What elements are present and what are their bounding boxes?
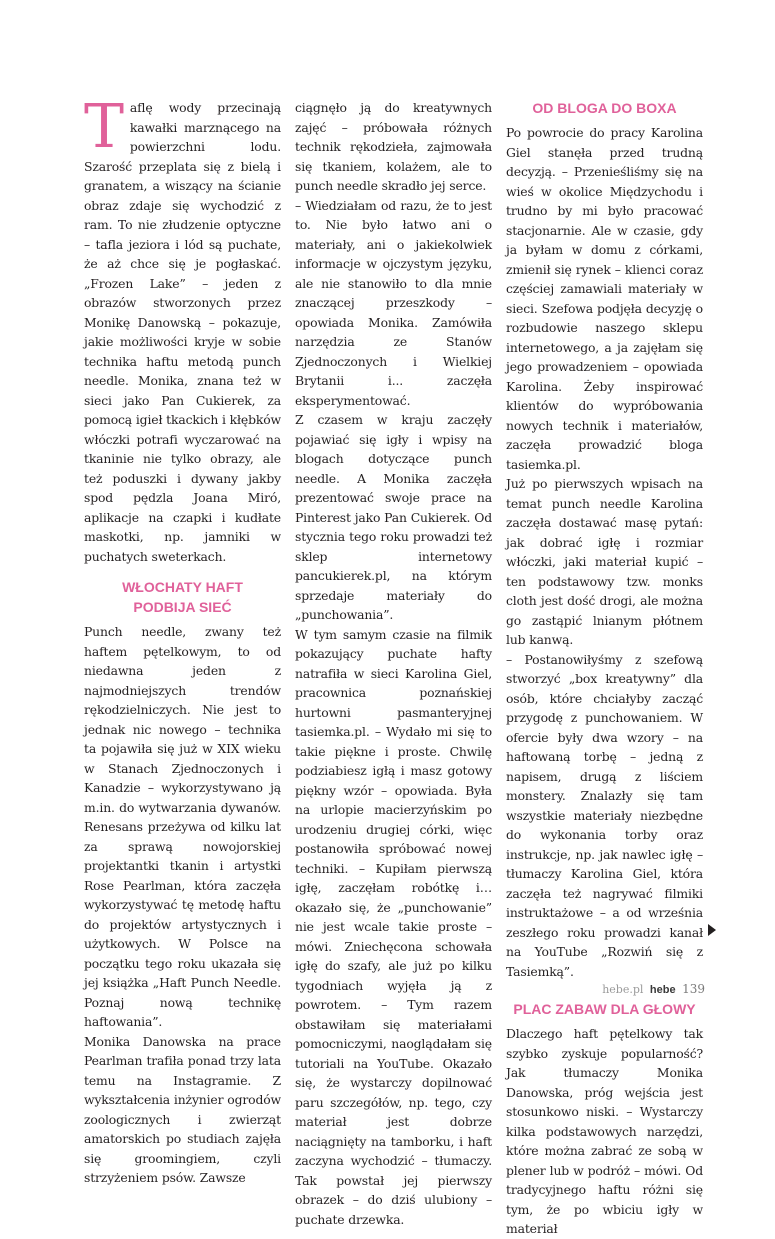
article-column-1 [84, 92, 281, 1188]
section-heading-od-bloga-do-boxa: OD BLOGA DO BOXA [532, 100, 677, 116]
body-paragraph: Po powrocie do pracy Karolina Giel stanęła przed trudną decyzją. – Przenieśliśmy się na wieś w okolice Międzychodu i trudno by mi było pracować stacjonarnie. Ale w czasie, gdy ja byłam w domu z córkami, zmienił się rynek – klienci coraz częściej zamawiali materiały w sieci. Szefowa podjęła decyzję o rozbudowie naszego sklepu internetowego, a ja zajęłam się jego prowadzeniem – opowiada Karolina. Żeby inspirować klientów do wypróbowania nowych technik i materiałów, zaczęła prowadzić bloga tasiemka.pl. [506, 125, 703, 472]
section-heading-line: PODBIJA SIEĆ [133, 599, 232, 615]
body-paragraph: Już po pierwszych wpisach na temat punch needle Karolina zaczęła dostawać masę pytań: jak dobrać igłę i rozmiar włóczki, jaki materiał kupić – ten podstawowy tzw. monks cloth jest dość drogi, ale można go zastąpić lnianym płótnem lub kanwą. [506, 476, 703, 647]
section-heading-wlochaty-haft [84, 577, 281, 617]
continue-arrow-icon [708, 924, 716, 936]
body-paragraph: Dlaczego haft pętelkowy tak szybko zyskuje popularność? Jak tłumaczy Monika Danowska, próg wejścia jest stosunkowo niski. – Wystarczy kilka podstawowych narzędzi, które można zabrać ze sobą w plener lub w podróż – mówi. Od tradycyjnego haftu różni się tym, że po wbiciu igły w materiał [506, 1026, 703, 1236]
section-heading-line: WŁOCHATY HAFT [122, 579, 243, 595]
body-paragraph: W tym samym czasie na filmik pokazujący puchate hafty natrafiła w sieci Karolina Giel, pracownica poznańskiej hurtowni pasmanteryjnej tasiemka.pl. – Wydało mi się to takie piękne i proste. Chwilę podziabiesz igłą i masz gotowy piękny wzór – opowiada. Była na urlopie macierzyńskim po urodzeniu drugiej córki, więc postanowiła spróbować nowej techniki. – Kupiłam pierwszą igłę, zaczęłam robótkę i… okazało się, że „punchowanie” nie jest wcale takie proste – mówi. Zniechęcona schowała igłę do szafy, ale już po kilku tygodniach wyjęła ją z powrotem. – Tym razem obstawiłam się materiałami pomocniczymi, naoglądałam się tutoriali na YouTube. Okazało się, że wystarczy dopilnować paru szczegółów, np. tego, czy materiał jest dobrze naciągnięty na tamborku, i haft zaczyna wychodzić – tłumaczy. Tak powstał jej pierwszy obrazek – do dziś ulubiony – puchate drzewka. [295, 626, 492, 1227]
footer-site: hebe.pl [602, 983, 644, 996]
article-column-2 [295, 98, 492, 1229]
body-paragraph: Z czasem w kraju zaczęły pojawiać się igły i wpisy na blogach dotyczące punch needle. A Monika zaczęła prezentować swoje prace na Pinterest jako Pan Cukierek. Od stycznia tego roku prowadzi też sklep internetowy pancukierek.pl, na którym sprzedaje materiały do „punchowania”. [295, 412, 492, 622]
drop-cap: T [84, 92, 124, 162]
body-paragraph: – Postanowiłyśmy z szefową stworzyć „box kreatywny” dla osób, które chciałyby zacząć przygodę z punchowaniem. W ofercie były dwa wzory – na haftowaną torbę – jedną z napisem, drugą z liściem monstery. Znalazły się tam wszystkie materiały niezbędne do wykonania torby oraz instrukcje, np. jak nawlec igłę – tłumaczy Karolina Giel, która zaczęła też nagrywać filmiki instruktażowe – a od września zeszłego roku prowadzi kanał na YouTube „Rozwiń się z Tasiemką”. [506, 651, 703, 979]
body-paragraph: Monika Danowska na prace Pearlman trafiła ponad trzy lata temu na Instagramie. Z wykształcenia inżynier ogrodów zoologicznych i zwierząt amatorskich po studiach zajęła się groomingiem, czyli strzyżeniem psów. Zawsze [84, 1033, 281, 1185]
footer-brand-logo: hebe [649, 984, 676, 996]
body-paragraph: aflę wody przecinają kawałki marznącego na powierzchni lodu. Szarość przeplata się z bielą i granatem, a wiszący na ścianie obraz zdaje się wychodzić z ram. To nie złudzenie optyczne – tafla jeziora i lód są puchate, że aż chce się je pogłaskać. „Frozen Lake” – jeden z obrazów stworzonych przez Monikę Danowską – pokazuje, jakie możliwości kryje w sobie technika haftu metodą punch needle. Monika, znana też w sieci jako Pan Cukierek, za pomocą igieł tkackich i kłębków włóczki potrafi wyczarować na tkaninie nie tylko obrazy, ale też poduszki i dywany jakby spod pędzla Joana Miró, aplikacje na czapki i kudłate maskotki, np. jamniki w puchatych sweterkach. [84, 100, 281, 564]
body-paragraph: – Wiedziałam od razu, że to jest to. Nie było łatwo ani o materiały, ani o jakiekolwiek informacje w ojczystym języku, ale nie stanowiło to dla mnie znaczącej przeszkody – opowiada Monika. Zamówiła narzędzia ze Stanów Zjednoczonych i Wielkiej Brytanii i... zaczęła eksperymentować. [295, 197, 492, 408]
page-footer [602, 982, 705, 996]
section-heading-plac-zabaw: PLAC ZABAW DLA GŁOWY [513, 1001, 696, 1017]
body-paragraph: ciągnęło ją do kreatywnych zajęć – próbowała różnych technik rękodzieła, zajmowała się tkaniem, kolażem, ale to punch needle skradło jej serce. [295, 100, 492, 193]
article-column-3 [506, 98, 703, 1239]
body-paragraph: Punch needle, zwany też haftem pętelkowym, to od niedawna jeden z najmodniejszych trendów rękodzielniczych. Nie jest to jednak nic nowego – technika ta pojawiła się już w XIX wieku w Stanach Zjednoczonych i Kanadzie – wykorzystywano ją m.in. do wytwarzania dywanów. Renesans przeżywa od kilku lat za sprawą nowojorskiej projektantki tkanin i artystki Rose Pearlman, która zaczęła wykorzystywać tę metodę haftu do projektów artystycznych i użytkowych. W Polsce na początku tego roku ukazała się jej książka „Haft Punch Needle. Poznaj nową technikę haftowania”. [84, 624, 281, 1029]
page-number: 139 [682, 982, 705, 996]
